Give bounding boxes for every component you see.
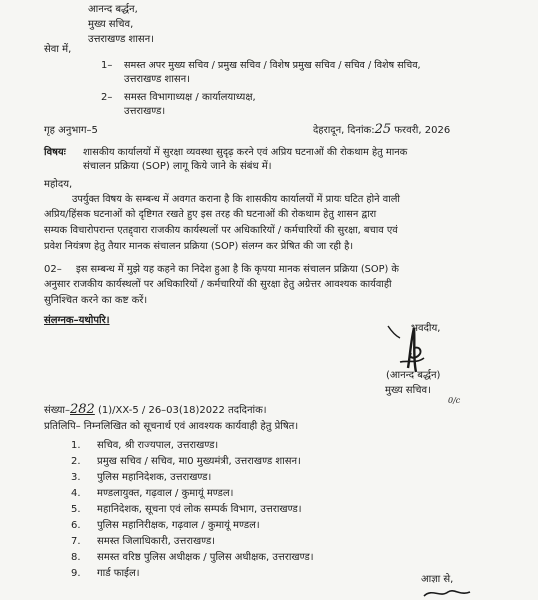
subject-line-1: शासकीय कार्यालयों में सुरक्षा व्यवस्था सुदृढ़ करने एवं अप्रिय घटनाओं की रोकथाम हेतु मानक	[83, 147, 408, 158]
copy-item-num: 9.	[71, 568, 81, 579]
copy-item: पुलिस महानिदेशक, उत्तराखण्ड।	[97, 472, 212, 483]
para1-line-1: उपर्युक्त विषय के सम्बन्ध में अवगत कराना है कि शासकीय कार्यालयों में प्रायः घटित होने वाली	[72, 194, 400, 205]
signatory-title: मुख्य सचिव।	[385, 385, 431, 396]
seva-label: सेवा में,	[44, 44, 72, 55]
signature-mark	[378, 318, 458, 378]
sender-title: मुख्य सचिव,	[88, 19, 134, 30]
copy-item: समस्त जिलाधिकारी, उत्तराखण्ड।	[97, 536, 216, 547]
recipient-1-num: 1–	[101, 60, 113, 71]
date-prefix: देहरादून, दिनांक:	[313, 125, 375, 136]
signature-date-mark: 0/c	[448, 396, 461, 405]
copy-item-num: 1.	[71, 440, 81, 451]
enclosure-note: संलग्नक–यथोपरि।	[44, 315, 110, 326]
copy-item: महानिदेशक, सूचना एवं लोक सम्पर्क विभाग, उत्तराखण्ड।	[97, 504, 302, 515]
copy-item-num: 6.	[71, 520, 81, 531]
date-day-handwritten: 25	[374, 122, 392, 137]
para1-line-3: सम्यक विचारोपरान्त एतद्द्वारा राजकीय कार्यस्थलों पर अधिकारियों / कर्मचारियों की सुरक्षा, बचाव एवं	[44, 225, 398, 236]
copy-item: पुलिस महानिरीक्षक, गढ़वाल / कुमायूं मण्डल।	[97, 520, 260, 531]
reference-number-handwritten: 282	[70, 402, 95, 417]
date-rest: फरवरी, 2026	[394, 125, 451, 136]
date-line	[313, 124, 450, 137]
department-label: गृह अनुभाग–5	[44, 125, 98, 136]
para1-line-4: प्रवेश नियंत्रण हेतु तैयार मानक संचालन प्रक्रिया (SOP) संलग्न कर प्रेषित की जा रही है।	[44, 241, 354, 252]
recipient-2-line2: उत्तराखण्ड।	[124, 106, 166, 117]
copy-item-num: 2.	[71, 456, 81, 467]
sender-org: उत्तराखण्ड शासन।	[88, 34, 155, 45]
order-note: आज्ञा से,	[421, 574, 454, 585]
copy-item-num: 7.	[71, 536, 81, 547]
para2-line-3: सुनिश्चित करने का कष्ट करें।	[44, 295, 148, 306]
subject-line-2: संचालन प्रक्रिया (SOP) लागू किये जाने के संबंध में।	[83, 161, 272, 172]
para2-number: 02–	[44, 264, 62, 275]
reference-rest: (1)/XX-5 / 26–03(18)2022 तददिनांक।	[98, 405, 267, 416]
para2-line-2: अनुसार राजकीय कार्यस्थलों पर अधिकारियों / कर्मचारियों की सुरक्षा हेतु अग्रेत्तर आवश्यक कार्यवाही	[44, 279, 392, 290]
copy-item-num: 4.	[71, 488, 81, 499]
recipient-2-num: 2–	[101, 92, 113, 103]
copy-heading: प्रतिलिपि– निम्नलिखित को सूचनार्थ एवं आवश्यक कार्यवाही हेतु प्रेषित।	[44, 421, 299, 432]
sender-name: आनन्द बर्द्धन,	[88, 4, 138, 15]
para1-line-2: अप्रिय/हिंसक घटनाओं को दृष्टिगत रखते हुए इस तरह की घटनाओं की रोकथाम हेतु शासन द्वारा	[44, 209, 377, 220]
copy-item: मण्डलायुक्त, गढ़वाल / कुमायूं मण्डल।	[97, 488, 234, 499]
copy-item-num: 8.	[71, 552, 81, 563]
reference-number	[44, 404, 267, 417]
recipient-2-line1: समस्त विभागाध्यक्ष / कार्यालयाध्यक्ष,	[124, 92, 256, 103]
recipient-1-line1: समस्त अपर मुख्य सचिव / प्रमुख सचिव / विशेष प्रमुख सचिव / सचिव / विशेष सचिव,	[124, 60, 421, 71]
signatory-name: (आनन्द बर्द्धन)	[386, 370, 441, 381]
copy-item-num: 5.	[71, 504, 81, 515]
copy-item-num: 3.	[71, 472, 81, 483]
closing: भवदीय,	[411, 323, 441, 334]
subject-label: विषयः	[44, 147, 66, 158]
copy-item: सचिव, श्री राज्यपाल, उत्तराखण्ड।	[97, 440, 219, 451]
secondary-signature-mark	[420, 586, 480, 600]
copy-item: प्रमुख सचिव / सचिव, मा0 मुख्यमंत्री, उत्तराखण्ड शासन।	[97, 456, 301, 467]
salutation: महोदय,	[44, 179, 73, 190]
copy-item: गार्ड फाईल।	[97, 568, 140, 579]
recipient-1-line2: उत्तराखण्ड शासन।	[124, 74, 191, 85]
copy-item: समस्त वरिष्ठ पुलिस अधीक्षक / पुलिस अधीक्षक, उत्तराखण्ड।	[97, 552, 314, 563]
reference-label: संख्या–	[44, 405, 70, 416]
para2-line-1: इस सम्बन्ध में मुझे यह कहने का निदेश हुआ है कि कृपया मानक संचालन प्रक्रिया (SOP) के	[76, 264, 399, 275]
